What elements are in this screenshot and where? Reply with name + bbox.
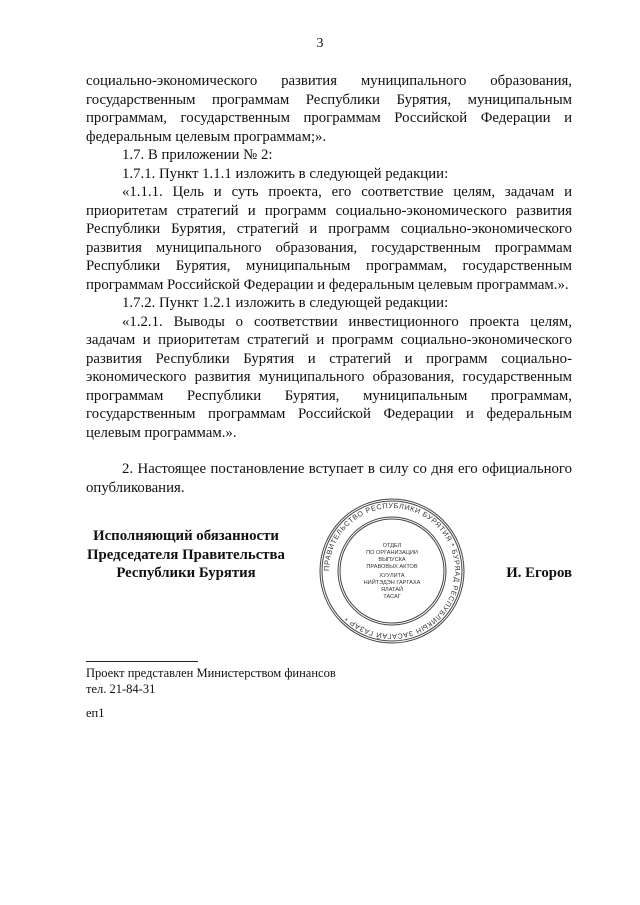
signature-title [86, 527, 286, 583]
signature-title-line: Исполняющий обязанности [93, 528, 279, 544]
seal-line: ПО ОРГАНИЗАЦИИ [366, 550, 418, 556]
footnote-phone: тел. 21-84-31 [86, 682, 156, 696]
seal-line: ОТДЕЛ [382, 543, 402, 549]
seal-line: ПРАВОВЫХ АКТОВ [366, 564, 418, 570]
paragraph-gap [86, 442, 572, 460]
signer-name: И. Егоров [506, 565, 572, 581]
footnote [86, 665, 336, 697]
paragraph-quote-1-2-1: «1.2.1. Выводы о соответствии инвестиционного проекта целям, задачам и приоритетам стратегий и программ социально-экономического развития Республики Бурятия и стратегий и программ социально-экономического развития муниципального образования, государственным программам Республики Бурятия, муниципальным программам, государственным программам Российской Федерации и федеральным целевым программам.». [86, 313, 572, 441]
seal-line: ВЫПУСКА [378, 557, 406, 563]
signature-title-line: Республики Бурятия [116, 565, 256, 581]
paragraph-quote-1-1-1: «1.1.1. Цель и суть проекта, его соответствие целям, задачам и приоритетам стратегий и программ социально-экономического развития Республики Бурятия, стратегий и программ социально-экономического развития муниципального образования, государственным программам Республики Бурятия, муниципальным программам, государственным программам Российской Федерации и федеральным целевым программам.». [86, 184, 572, 293]
page-number: 3 [316, 36, 324, 51]
official-seal [318, 497, 466, 645]
seal-line: ЯЛАТАЙ [381, 587, 403, 593]
footnote-divider [86, 661, 198, 662]
seal-line: ТАСАГ [383, 594, 401, 600]
paragraph-item-1-7: 1.7. В приложении № 2: [122, 147, 273, 163]
seal-line: НИЙТЭДЭН ГАРГАХА [363, 580, 421, 586]
document-body [86, 72, 572, 497]
seal-outer-text: ПРАВИТЕЛЬСТВО РЕСПУБЛИКИ БУРЯТИЯ * БУРЯАД РЕСПУБЛИКЫН ЗАСАГАЙ ГАЗАР * [321, 500, 463, 642]
paragraph-item-1-7-2: 1.7.2. Пункт 1.2.1 изложить в следующей редакции: [122, 295, 449, 311]
seal-line: ХУУЛИТА [379, 573, 405, 579]
paragraph-item-1-7-1: 1.7.1. Пункт 1.1.1 изложить в следующей редакции: [122, 165, 449, 182]
paragraph-continuation: социально-экономического развития муниципального образования, государственным программам Республики Бурятия, муниципальным программам, государственным программам Российской Федерации и федеральным целевым программам;». [86, 73, 572, 145]
paragraph-item-2: 2. Настоящее постановление вступает в силу со дня его официального опубликования. [86, 461, 572, 496]
signature-title-line: Председателя Правительства [87, 546, 285, 563]
document-code: еп1 [86, 706, 105, 720]
footnote-author: Проект представлен Министерством финансов [86, 666, 336, 680]
